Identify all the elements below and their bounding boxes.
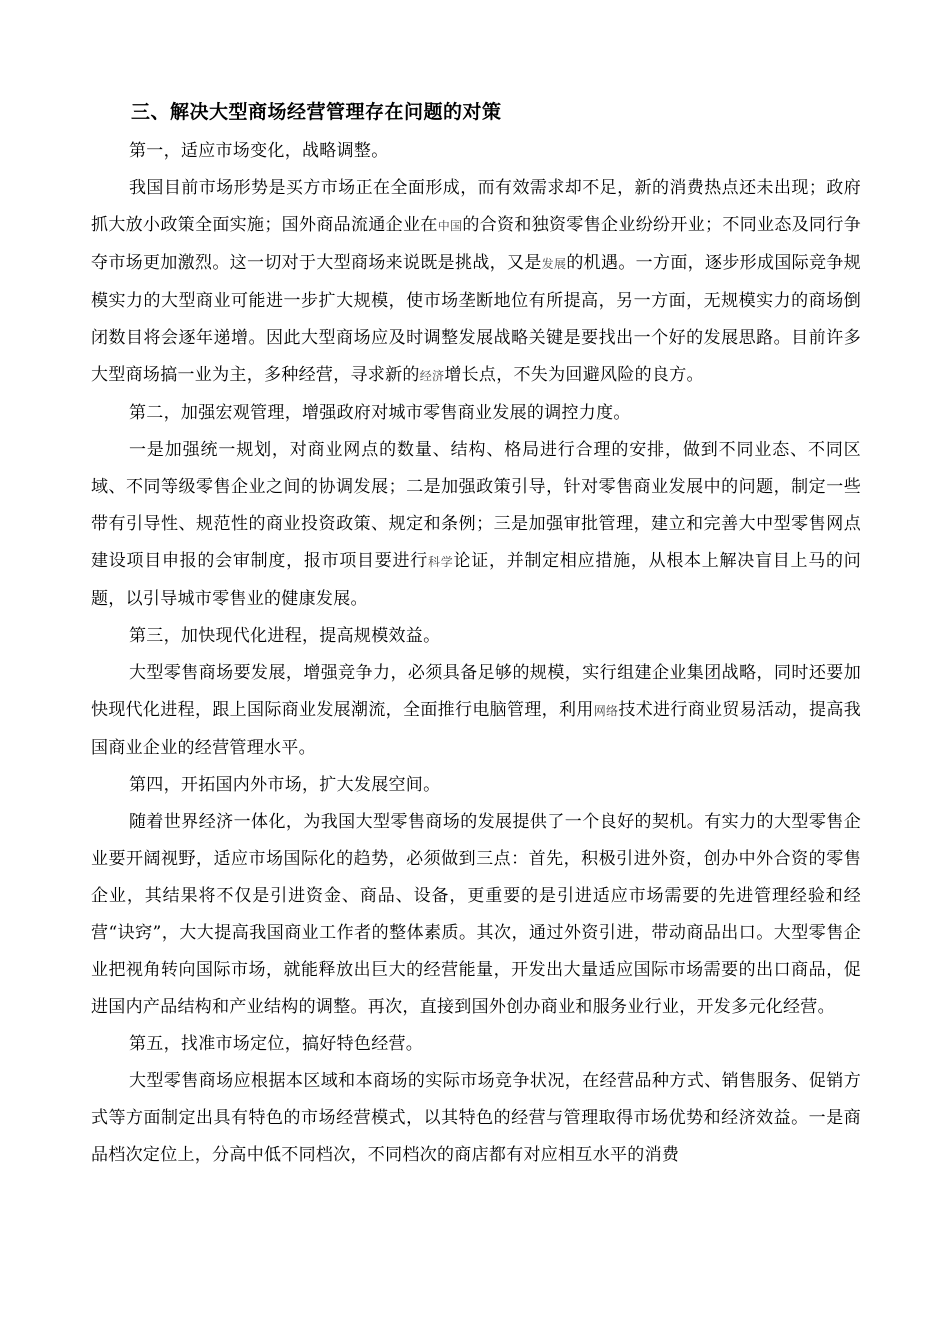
paragraph-7: 第四，开拓国内外市场，扩大发展空间。 <box>129 775 441 795</box>
paragraph-2 <box>91 170 861 395</box>
paragraph-4-text-b: 论证，并制定相应措施，从根本上解决盲目上马的问题，以引导城市零售业的健康发展。 <box>91 551 861 609</box>
paragraph-9: 第五，找准市场定位，搞好特色经营。 <box>129 1034 424 1054</box>
paragraph-2-link-china: 中国 <box>437 219 463 233</box>
paragraph-5: 第三，加快现代化进程，提高规模效益。 <box>129 626 441 646</box>
paragraph-2-text-d: 增长点，不失为回避风险的良方。 <box>444 365 704 385</box>
paragraph-8: 随着世界经济一体化，为我国大型零售商场的发展提供了一个良好的契机。有实力的大型零售企业要开阔视野，适应市场国际化的趋势，必须做到三点：首先，积极引进外资，创办中外合资的零售企业，其结果将不仅是引进资金、商品、设备，更重要的是引进适应市场需要的先进管理经验和经营“诀窍”，大大提高我国商业工作者的整体素质。其次，通过外资引进，带动商品出口。大型零售企业把视角转向国际市场，就能释放出巨大的经营能量，开发出大量适应国际市场需要的出口商品，促进国内产品结构和产业结构的调整。再次，直接到国外创办商业和服务业行业，开发多元化经营。 <box>91 812 861 1017</box>
paragraph-3: 第二，加强宏观管理，增强政府对城市零售商业发展的调控力度。 <box>129 403 631 423</box>
paragraph-4 <box>91 432 861 618</box>
paragraph-4-link-science: 科学 <box>428 555 454 569</box>
paragraph-6-link-network: 网络 <box>593 704 619 718</box>
document-body <box>91 97 861 1174</box>
paragraph-10: 大型零售商场应根据本区域和本商场的实际市场竞争状况，在经营品种方式、销售服务、促销方式等方面制定出具有特色的市场经营模式，以其特色的经营与管理取得市场优势和经济效益。一是商品档次定位上，分高中低不同档次，不同档次的商店都有对应相互水平的消费 <box>91 1071 861 1165</box>
paragraph-2-text-a: 我国目前市场形势是买方市场正在全面形成，而有效需求却不足，新的消费热点还未出现；政府抓大放小政策全面实施；国外商品流通企业在 <box>91 178 861 235</box>
paragraph-4-text-a: 一是加强统一规划，对商业网点的数量、结构、格局进行合理的安排，做到不同业态、不同区域、不同等级零售企业之间的协调发展；二是加强政策引导，针对零售商业发展中的问题，制定一些带有引导性、规范性的商业投资政策、规定和条例；三是加强审批管理，建立和完善大中型零售网点建设项目申报的会审制度，报市项目要进行 <box>91 440 861 571</box>
paragraph-6 <box>91 655 861 767</box>
paragraph-2-link-economy: 经济 <box>419 369 445 383</box>
section-heading: 三、解决大型商场经营管理存在问题的对策 <box>131 101 502 123</box>
paragraph-6-text-a: 大型零售商场要发展，增强竞争力，必须具备足够的规模，实行组建企业集团战略，同时还要加快现代化进程，跟上国际商业发展潮流，全面推行电脑管理，利用 <box>91 663 861 720</box>
paragraph-6-text-b: 技术进行商业贸易活动，提高我国商业企业的经营管理水平。 <box>91 700 861 758</box>
paragraph-2-text-c: 的机遇。一方面，逐步形成国际竞争规模实力的大型商业可能进一步扩大规模，使市场垄断地位有所提高，另一方面，无规模实力的商场倒闭数目将会逐年递增。因此大型商场应及时调整发展战略关键是要找出一个好的发展思路。目前许多大型商场搞一业为主，多种经营，寻求新的 <box>91 253 861 385</box>
paragraph-2-link-development: 发展 <box>541 257 567 271</box>
paragraph-2-text-b: 的合资和独资零售企业纷纷开业；不同业态及同行争夺市场更加激烈。这一切对于大型商场来说既是挑战，又是 <box>91 215 862 273</box>
paragraph-1: 第一，适应市场变化，战略调整。 <box>129 141 389 161</box>
